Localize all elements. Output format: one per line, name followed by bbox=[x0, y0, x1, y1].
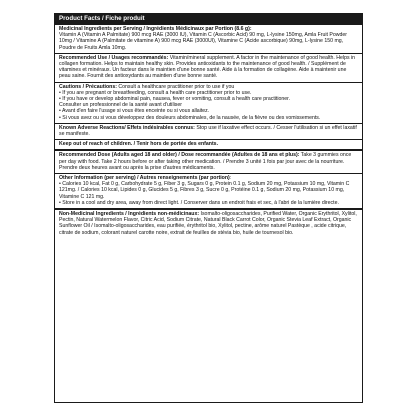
recommended-dose-text: Take 3 gummies once per day with food. Take 2 hours before or after taking other medication. / Prendre 3 unité 1 fois par jour avec de la nourriture. Prendre deux heures avant ou après la prise d'autres médicaments. bbox=[59, 152, 352, 171]
adverse-reactions-paragraph bbox=[59, 125, 358, 137]
non-medicinal-title: Non-Medicinal Ingredients / Ingrédients non-médicinaux: bbox=[59, 211, 200, 218]
product-facts-header: Product Facts / Fiche produit bbox=[55, 14, 362, 25]
recommended-use-section bbox=[55, 53, 362, 82]
cautions-title: Cautions / Précautions: bbox=[59, 83, 117, 90]
adverse-reactions-section bbox=[55, 123, 362, 139]
cautions-line: • If you are pregnant or breastfeeding, consult a health care practitioner prior to use. bbox=[59, 89, 252, 96]
non-medicinal-section bbox=[55, 208, 362, 238]
cautions-line: • Si vous avez ou si vous développez des douleurs abdominales, de la nausée, de la fièvre ou des vomissements. bbox=[59, 114, 321, 121]
medicinal-ingredients-section bbox=[55, 25, 362, 53]
recommended-use-paragraph bbox=[59, 55, 358, 80]
other-information-line: • Calories 10 kcal, Fat 0 g, Carbohydrate 5 g, Fiber 3 g, Sugars 0 g, Protein 0.1 g, Sodium 20 mg, Potassium 10 mg, Vitamin C 121mg. / Calories 10 kcal, Lipides 0 g, Glucides 5 g, Fibres 3 g, Sucre 0 g, Protéine 0.1 g, Sodium 20 mg, Potassium 10 mg, Vitamine C 121 mg. bbox=[59, 181, 350, 200]
cautions-body bbox=[59, 84, 358, 121]
other-information-body bbox=[59, 175, 358, 206]
medicinal-ingredients-text: Vitamin A (Vitamin A Palmitate) 900 mcg RAE (3000 IU), Vitamin C (Ascorbic Acid) 90 mg, L-lysine 150mg, Amla Fruit Powder 10mg / Vitamine A (Palmitate de vitamine A) 900 mcg RAE (3000UI), Vitamine C (Acide ascorbique) 90mg, L-lysine 150 mg, Poudre de Fruits Amla 10mg. bbox=[59, 32, 348, 51]
other-information-line: • Store in a cool and dry area, away from direct light. / Conserver dans un endroit frais et sec, à l'abri de la lumière directe. bbox=[59, 199, 339, 206]
recommended-use-text: Vitamin/mineral supplement. A factor in the maintenance of good health. Helps in collagen formation. Helps to maintain healthy skin. Provides antioxidants to the maintenance of good health. / Supplément de vitamines et minéraux. Un facteur dans le maintien d'une bonne santé. Aide à la formation de collagène. Aide à maintenir une peau saine. Fournit des antioxydants au maintien d'une bonne santé. bbox=[59, 54, 356, 80]
non-medicinal-paragraph bbox=[59, 211, 358, 236]
recommended-dose-section bbox=[55, 149, 362, 173]
medicinal-ingredients-title: Medicinal Ingredients per Serving / Ingrédients Médicinaux par Portion (8.6 g): bbox=[59, 26, 252, 32]
adverse-reactions-text: Stop use if laxative effect occurs. / Cesser l'utilisation si un effet laxatif se manifeste. bbox=[59, 124, 357, 138]
recommended-dose-title: Recommended Dose (Adults aged 18 and older) / Dose recommandée (Adultes de 18 ans et plus): bbox=[59, 152, 300, 159]
non-medicinal-text: Isomalto-oligosaccharides, Purified Water, Organic Erythritol, Xylitol, Pectin, Natural Watermelon Flavor, Citric Acid, Sodium Citrate, Natural Black Carrot Color, Organic Stevia Leaf Extract, Organic Sunflower Oil / Isomalto-oligosaccharides, eau purifiée, érythritol bio, Xylitol, pectine, arôme naturel Pastèque , acide citrique, citrate de sodium, colorant naturel carotte noire, extrait de feuilles de stévia bio, huile de tournesol bio. bbox=[59, 211, 357, 236]
other-information-section bbox=[55, 173, 362, 208]
product-facts-panel bbox=[54, 13, 363, 403]
adverse-reactions-title: Known Adverse Reactions/ Effets indésirables connus: bbox=[59, 124, 195, 131]
cautions-line-text: Consult a healthcare practitioner prior to use if you bbox=[116, 83, 235, 90]
cautions-line: Consulter un professionnel de la santé avant d'utiliser bbox=[59, 102, 182, 109]
recommended-dose-paragraph bbox=[59, 152, 358, 171]
other-information-colon: : bbox=[229, 175, 232, 182]
cautions-line: • Avant d'en faire l'usage si vous êtes enceinte ou si vous allaitez. bbox=[59, 108, 210, 115]
recommended-use-title: Recommended Use / Usages recommandés: bbox=[59, 54, 169, 61]
cautions-line: • If you have or develop abdominal pain, nausea, fever or vomiting, consult a health care practitioner. bbox=[59, 96, 291, 103]
keep-out-of-reach-text: Keep out of reach of children. / Tenir hors de portée des enfants. bbox=[59, 141, 219, 148]
cautions-section bbox=[55, 82, 362, 123]
keep-out-of-reach-section bbox=[55, 139, 362, 149]
other-information-title: Other Information (per serving) / Autres renseignements (par portion) bbox=[59, 175, 230, 182]
